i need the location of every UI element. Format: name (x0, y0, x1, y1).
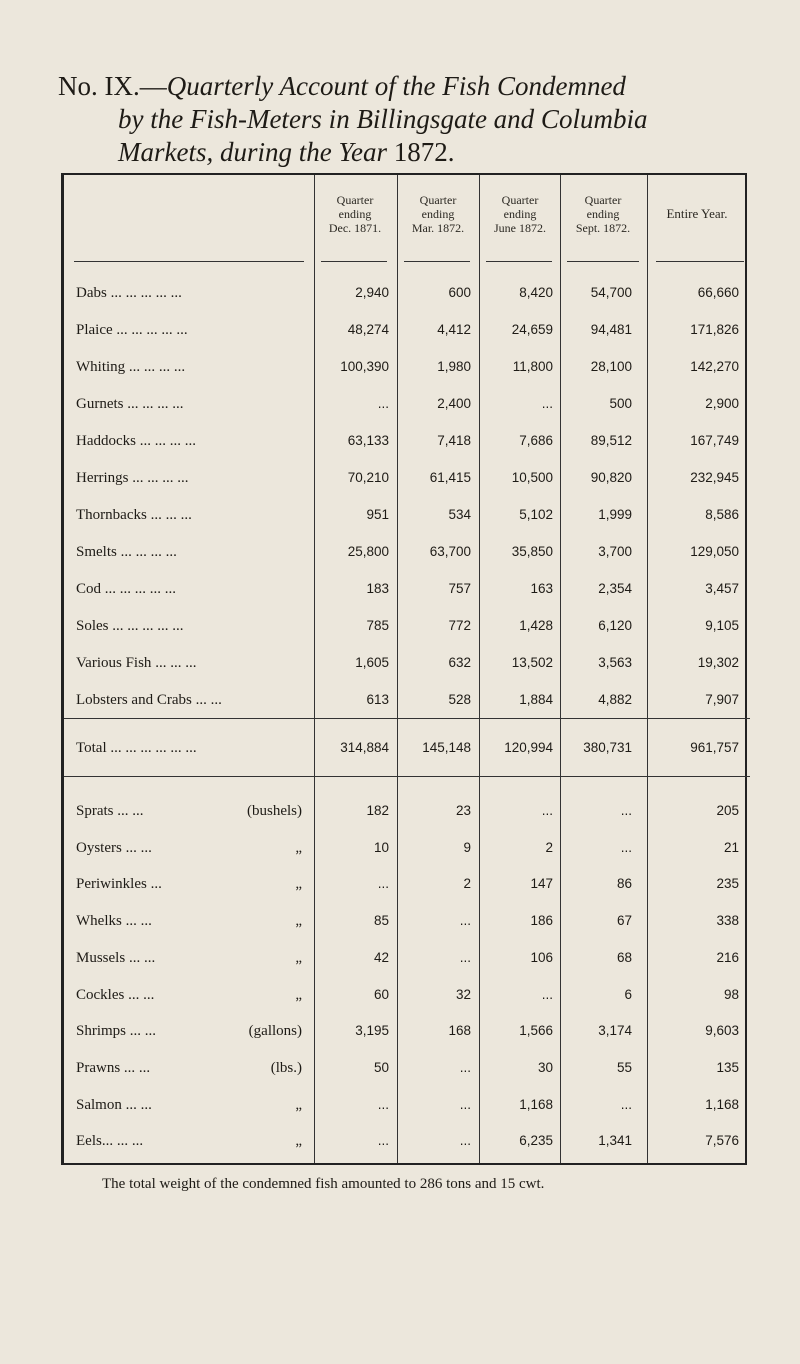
table-row (64, 876, 750, 896)
unit-label: „ (295, 839, 302, 856)
value-cell: 10 (373, 839, 389, 855)
unit-label: „ (295, 1133, 302, 1150)
value-cell: 70,210 (347, 470, 389, 485)
column-header-line: ending (586, 207, 620, 221)
value-cell: 4,412 (437, 322, 471, 337)
total-rule-bottom (64, 776, 750, 777)
value-cell: 757 (448, 581, 471, 596)
value-cell: 2,900 (705, 396, 739, 411)
value-cell: 235 (716, 876, 739, 892)
value-cell: ... (541, 986, 553, 1002)
value-cell: 3,563 (598, 655, 632, 670)
value-cell: 3,195 (355, 1023, 389, 1039)
leader-dots: ... ... ... ... ... (112, 322, 188, 338)
value-cell: 90,820 (590, 470, 632, 485)
row-label (76, 692, 222, 709)
value-cell: 10,500 (511, 470, 553, 485)
value-cell: 85 (373, 913, 389, 929)
row-name: Smelts (76, 544, 117, 560)
row-name: Herrings (76, 470, 129, 486)
unit-label: (lbs.) (270, 1059, 302, 1076)
value-cell: 35,850 (511, 544, 553, 559)
table-row (64, 544, 750, 564)
row-label (76, 1133, 143, 1150)
value-cell: 89,512 (590, 433, 632, 448)
leader-dots: ... ... (121, 839, 152, 856)
value-cell: 961,757 (690, 740, 739, 755)
total-row (64, 740, 750, 760)
row-name: Soles (76, 618, 109, 634)
unit-label: „ (295, 913, 302, 930)
row-name: Plaice (76, 322, 113, 338)
value-cell: 534 (448, 507, 471, 522)
row-name: Mussels (76, 949, 126, 966)
value-cell: 32 (455, 986, 471, 1002)
value-cell: 100,390 (340, 359, 389, 374)
value-cell: 68 (616, 949, 632, 965)
column-header-line: June 1872. (494, 221, 546, 235)
value-cell: 42 (373, 949, 389, 965)
value-cell: 54,700 (590, 285, 632, 300)
value-cell: 63,133 (347, 433, 389, 448)
row-name: Gurnets (76, 396, 124, 412)
footnote: The total weight of the condemned fish amounted to 286 tons and 15 cwt. (102, 1176, 545, 1192)
unit-label: (gallons) (248, 1023, 302, 1040)
header-rule (567, 261, 639, 262)
value-cell: 21 (723, 839, 739, 855)
column-header-line: Dec. 1871. (328, 221, 382, 235)
title-line-3-text: Markets, during the Year (118, 137, 387, 167)
table-row (64, 1060, 750, 1080)
row-name: Eels (76, 1133, 102, 1150)
value-cell: 232,945 (690, 470, 739, 485)
value-cell: 772 (448, 618, 471, 633)
value-cell: 135 (716, 1059, 739, 1075)
value-cell: 1,999 (598, 507, 632, 522)
value-cell: 1,168 (705, 1096, 739, 1112)
value-cell: 19,302 (697, 655, 739, 670)
value-cell: 7,907 (705, 692, 739, 707)
value-cell: 129,050 (690, 544, 739, 559)
value-cell: ... (377, 876, 389, 892)
value-cell: 1,980 (437, 359, 471, 374)
value-cell: 314,884 (340, 740, 389, 755)
value-cell: 147 (530, 876, 553, 892)
value-cell: 1,341 (598, 1133, 632, 1149)
table-row (64, 950, 750, 970)
table-row (64, 285, 750, 305)
value-cell: 98 (723, 986, 739, 1002)
row-label (76, 285, 182, 302)
column-header (647, 207, 747, 221)
row-label (76, 840, 152, 857)
value-cell: 528 (448, 692, 471, 707)
value-cell: 3,700 (598, 544, 632, 559)
value-cell: ... (377, 1096, 389, 1112)
value-cell: 2,940 (355, 285, 389, 300)
value-cell: 23 (455, 803, 471, 818)
table-row (64, 1133, 750, 1153)
table-row (64, 470, 750, 490)
unit-label: „ (295, 876, 302, 893)
table-row (64, 840, 750, 860)
value-cell: 380,731 (583, 740, 632, 755)
value-cell: 120,994 (504, 740, 553, 755)
unit-label: (bushels) (247, 803, 302, 819)
value-cell: 1,884 (519, 692, 553, 707)
document-title (58, 70, 778, 169)
column-header-line: Sept. 1872. (575, 221, 631, 235)
row-name: Periwinkles (76, 876, 147, 893)
value-cell: ... (541, 396, 553, 411)
header-rule (321, 261, 387, 262)
value-cell: 1,428 (519, 618, 553, 633)
table-row (64, 1097, 750, 1117)
row-label (76, 396, 184, 413)
column-header (397, 193, 479, 235)
value-cell: 2 (463, 876, 471, 892)
value-cell: ... (541, 803, 553, 818)
row-name: Lobsters and Crabs (76, 692, 192, 708)
row-label (76, 913, 152, 930)
value-cell: 2 (545, 839, 553, 855)
row-name: Cod (76, 581, 102, 597)
title-line-2: by the Fish-Meters in Billingsgate and Columbia (118, 104, 648, 134)
header-rule (656, 261, 744, 262)
value-cell: ... (620, 803, 632, 818)
table-row (64, 507, 750, 527)
row-name: Sprats (76, 803, 114, 819)
column-header-line: Quarter (336, 193, 374, 207)
leader-dots: ... ... ... ... ... (106, 285, 182, 301)
leader-dots: ... ... ... ... (123, 396, 184, 412)
title-line-1: Quarterly Account of the Fish Condemned (166, 71, 626, 101)
row-label (76, 618, 184, 635)
value-cell: 785 (366, 618, 389, 633)
value-cell: 6 (624, 986, 632, 1002)
value-cell: 28,100 (590, 359, 632, 374)
table-row (64, 987, 750, 1007)
table-row (64, 1023, 750, 1043)
value-cell: ... (459, 913, 471, 929)
value-cell: 7,418 (437, 433, 471, 448)
value-cell: 163 (530, 581, 553, 596)
value-cell: ... (459, 1059, 471, 1075)
value-cell: 8,420 (519, 285, 553, 300)
row-label (76, 359, 185, 376)
leader-dots: ... ... ... (101, 1133, 144, 1150)
title-year: 1872. (387, 137, 455, 167)
value-cell: 168 (448, 1023, 471, 1039)
table-row (64, 581, 750, 601)
value-cell: 55 (616, 1059, 632, 1075)
total-rule-top (64, 718, 750, 719)
value-cell: 7,576 (705, 1133, 739, 1149)
column-header-line: Entire Year. (666, 206, 728, 221)
row-name: Cockles (76, 986, 125, 1003)
leader-dots: ... ... ... ... (116, 544, 177, 560)
row-label (76, 1097, 152, 1114)
row-name: Haddocks (76, 433, 136, 449)
row-label (76, 1060, 150, 1077)
value-cell: 9 (463, 839, 471, 855)
value-cell: 86 (616, 876, 632, 892)
value-cell: 8,586 (705, 507, 739, 522)
unit-label: „ (295, 949, 302, 966)
value-cell: 7,686 (519, 433, 553, 448)
leader-dots: ... ... ... ... (125, 359, 186, 375)
row-label (76, 655, 196, 672)
value-cell: 951 (366, 507, 389, 522)
leader-dots: ... ... ... ... ... (108, 618, 184, 634)
value-cell: 94,481 (590, 322, 632, 337)
value-cell: 613 (366, 692, 389, 707)
table-row (64, 692, 750, 712)
value-cell: 500 (609, 396, 632, 411)
value-cell: 6,235 (519, 1133, 553, 1149)
header-rule (486, 261, 552, 262)
value-cell: 186 (530, 913, 553, 929)
leader-dots: ... ... (191, 692, 222, 708)
table-row (64, 322, 750, 342)
value-cell: ... (459, 1096, 471, 1112)
value-cell: 25,800 (347, 544, 389, 559)
value-cell: 48,274 (347, 322, 389, 337)
leader-dots: ... ... ... ... (136, 433, 196, 449)
leader-dots: ... (146, 876, 162, 893)
value-cell: 6,120 (598, 618, 632, 633)
row-label (76, 581, 176, 598)
value-cell: 216 (716, 949, 739, 965)
value-cell: 182 (366, 803, 389, 818)
value-cell: 60 (373, 986, 389, 1002)
value-cell: 205 (716, 803, 739, 818)
leader-dots: ... ... ... ... ... (101, 581, 177, 597)
column-header-line: ending (503, 207, 537, 221)
leader-dots: ... ... (121, 1096, 152, 1113)
value-cell: 63,700 (429, 544, 471, 559)
value-cell: ... (377, 396, 389, 411)
leader-dots: ... ... (121, 913, 152, 930)
value-cell: 145,148 (422, 740, 471, 755)
row-label (76, 987, 154, 1004)
row-name: Whiting (76, 359, 126, 375)
table-row (64, 433, 750, 453)
value-cell: 24,659 (511, 322, 553, 337)
value-cell: 600 (448, 285, 471, 300)
value-cell: 167,749 (690, 433, 739, 448)
value-cell: 106 (530, 949, 553, 965)
column-header-line: ending (421, 207, 455, 221)
title-line-3 (58, 136, 778, 169)
value-cell: 30 (537, 1059, 553, 1075)
row-name: Prawns (76, 1059, 121, 1076)
value-cell: 13,502 (511, 655, 553, 670)
row-name: Total (76, 740, 107, 756)
value-cell: ... (459, 949, 471, 965)
column-header (559, 193, 647, 235)
row-name: Thornbacks (76, 507, 147, 523)
unit-label: „ (295, 986, 302, 1003)
condemned-fish-table (61, 173, 747, 1165)
row-label (76, 544, 177, 561)
leader-dots: ... ... ... ... ... ... (106, 740, 197, 756)
column-header-line: Mar. 1872. (411, 221, 465, 235)
value-cell: 61,415 (429, 470, 471, 485)
table-row (64, 396, 750, 416)
row-name: Shrimps (76, 1023, 127, 1040)
header-rule (74, 261, 304, 262)
value-cell: 5,102 (519, 507, 553, 522)
table-row (64, 359, 750, 379)
value-cell: ... (620, 839, 632, 855)
row-name: Whelks (76, 913, 122, 930)
column-header-line: Quarter (501, 193, 539, 207)
leader-dots: ... ... ... (151, 655, 197, 671)
column-header-line: Quarter (584, 193, 622, 207)
value-cell: 4,882 (598, 692, 632, 707)
row-name: Salmon (76, 1096, 122, 1113)
value-cell: 171,826 (690, 322, 739, 337)
title-number: No. IX.— (58, 71, 167, 101)
value-cell: 3,457 (705, 581, 739, 596)
leader-dots: ... ... ... (146, 507, 192, 523)
value-cell: 183 (366, 581, 389, 596)
row-label (76, 433, 196, 450)
value-cell: ... (620, 1096, 632, 1112)
table-row (64, 618, 750, 638)
leader-dots: ... ... (113, 803, 144, 819)
leader-dots: ... ... ... ... (128, 470, 189, 486)
column-header-line: ending (338, 207, 372, 221)
value-cell: 3,174 (598, 1023, 632, 1039)
leader-dots: ... ... (126, 1023, 157, 1040)
value-cell: 338 (716, 913, 739, 929)
value-cell: 142,270 (690, 359, 739, 374)
value-cell: 9,105 (705, 618, 739, 633)
value-cell: 1,605 (355, 655, 389, 670)
value-cell: ... (377, 1133, 389, 1149)
value-cell: 2,354 (598, 581, 632, 596)
row-label (76, 803, 144, 820)
column-header (315, 193, 395, 235)
column-header-line: Quarter (419, 193, 457, 207)
row-label (76, 507, 192, 524)
leader-dots: ... ... (125, 949, 156, 966)
unit-label: „ (295, 1096, 302, 1113)
value-cell: 9,603 (705, 1023, 739, 1039)
row-label (76, 740, 197, 757)
row-name: Dabs (76, 285, 107, 301)
table-row (64, 803, 750, 823)
row-name: Oysters (76, 839, 122, 856)
value-cell: ... (459, 1133, 471, 1149)
value-cell: 2,400 (437, 396, 471, 411)
row-label (76, 876, 162, 893)
table-row (64, 913, 750, 933)
row-label (76, 1023, 156, 1040)
value-cell: 11,800 (512, 359, 553, 374)
row-name: Various Fish (76, 655, 152, 671)
leader-dots: ... ... (124, 986, 155, 1003)
table-row (64, 655, 750, 675)
row-label (76, 950, 155, 967)
header-rule (404, 261, 470, 262)
row-label (76, 322, 188, 339)
value-cell: 50 (373, 1059, 389, 1075)
value-cell: 1,566 (519, 1023, 553, 1039)
row-label (76, 470, 189, 487)
leader-dots: ... ... (120, 1059, 151, 1076)
value-cell: 66,660 (697, 285, 739, 300)
column-header (479, 193, 561, 235)
value-cell: 1,168 (519, 1096, 553, 1112)
value-cell: 632 (448, 655, 471, 670)
value-cell: 67 (616, 913, 632, 929)
